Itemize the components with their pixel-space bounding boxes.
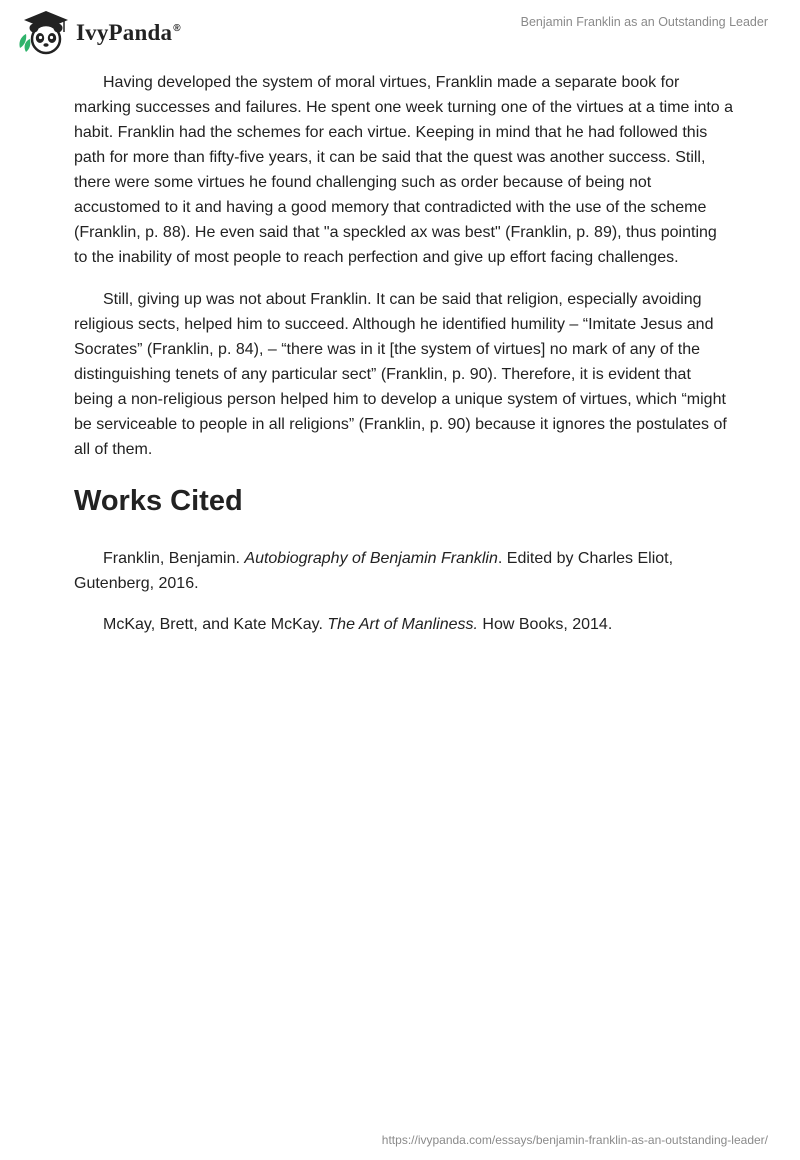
panda-logo-icon	[16, 8, 74, 56]
works-cited-heading: Works Cited	[74, 485, 243, 517]
citation-entry: Franklin, Benjamin. Autobiography of Benjamin Franklin. Edited by Charles Eliot, Gutenberg, 2016.	[74, 550, 674, 592]
source-url-link[interactable]: https://ivypanda.com/essays/benjamin-franklin-as-an-outstanding-leader/	[381, 1133, 768, 1147]
page-header	[0, 0, 800, 60]
essay-content	[74, 70, 734, 653]
citation-title: Autobiography of Benjamin Franklin	[244, 550, 498, 567]
citation-entry: McKay, Brett, and Kate McKay. The Art of Manliness. How Books, 2014.	[103, 616, 613, 633]
body-paragraph: Still, giving up was not about Franklin. It can be said that religion, especially avoiding religious sects, helped him to succeed. Although he identified humility – “Imitate Jesus and Socrates” (Franklin, p. 84), – “there was in it [the system of virtues] no mark of any of the distinguishing tenets of any particular sect” (Franklin, p. 90). Therefore, it is evident that being a non-religious person helped him to develop a unique system of virtues, which “might be serviceable to people in all religions” (Franklin, p. 90) because it ignores the postulates of all of them.	[74, 291, 727, 458]
citation-title: The Art of Manliness.	[327, 616, 478, 633]
ivypanda-logo[interactable]	[16, 8, 181, 56]
body-paragraph: Having developed the system of moral virtues, Franklin made a separate book for marking successes and failures. He spent one week turning one of the virtues at a time into a habit. Franklin had the schemes for each virtue. Keeping in mind that he had followed this path for more than fifty-five years, it can be said that the quest was another success. Still, there were some virtues he found challenging such as order because of being not accustomed to it and having a good memory that contradicted with the use of the scheme (Franklin, p. 88). He even said that "a speckled ax was best" (Franklin, p. 89), thus pointing to the inability of most people to reach perfection and give up effort facing challenges.	[74, 74, 734, 266]
document-title: Benjamin Franklin as an Outstanding Leader	[520, 15, 768, 29]
brand-name: IvyPanda®	[76, 20, 181, 45]
